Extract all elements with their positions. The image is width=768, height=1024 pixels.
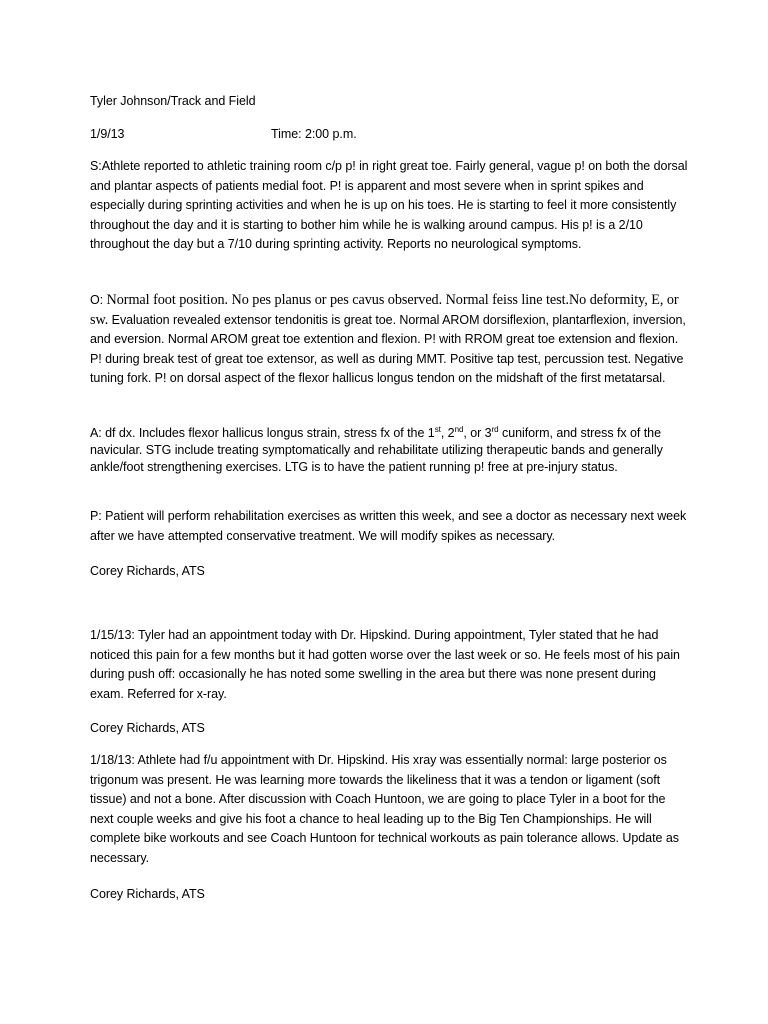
document-title: Tyler Johnson/Track and Field: [90, 94, 256, 108]
signature-3: Corey Richards, ATS: [90, 887, 205, 901]
followup-note-1-15: 1/15/13: Tyler had an appointment today with Dr. Hipskind. During appointment, Tyler stated that he had noticed this pain for a few months but it had gotten worse over the last week or so. He feels most of his pain during push off: occasionally he has noted some swelling in the area but there was none present during exam. Referred for x-ray.: [90, 628, 680, 701]
assessment-text-3: , or 3: [463, 426, 492, 440]
entry-time: Time: 2:00 p.m.: [271, 127, 357, 141]
ordinal-suffix-1st: st: [434, 424, 441, 434]
assessment-paragraph: [90, 425, 690, 477]
assessment-text-2: , 2: [440, 426, 455, 440]
signature-1: Corey Richards, ATS: [90, 564, 205, 578]
date-time-line: [90, 125, 690, 145]
ordinal-suffix-3rd: rd: [491, 424, 499, 434]
assessment-text-4: cuniform, and stress fx of the navicular. STG include treating symptomatically and rehabilitate utilizing therapeutic bands and generally ankle/foot strengthening exercises. LTG is to have the patient running p! free at pre-injury status.: [90, 426, 663, 475]
assessment-text-1: A: df dx. Includes flexor hallicus longus strain, stress fx of the 1: [90, 426, 435, 440]
plan-paragraph: P: Patient will perform rehabilitation exercises as written this week, and see a doctor as necessary next week after we have attempted conservative treatment. We will modify spikes as necessary.: [90, 509, 687, 543]
ordinal-suffix-2nd: nd: [454, 424, 464, 434]
entry-date: 1/9/13: [90, 127, 125, 141]
objective-paragraph: [90, 291, 690, 389]
signature-2: Corey Richards, ATS: [90, 721, 205, 735]
objective-text: Evaluation revealed extensor tendonitis is great toe. Normal AROM dorsiflexion, plantarflexion, inversion, and eversion. Normal AROM great toe extention and flexion. P! with RROM great toe extension and flexion. P! during break test of great toe extensor, as well as during MMT. Positive tap test, percussion test. Negative tuning fork. P! on dorsal aspect of the flexor hallicus longus tendon on the midshaft of the first metatarsal.: [90, 312, 686, 386]
followup-note-1-18: 1/18/13: Athlete had f/u appointment with Dr. Hipskind. His xray was essentially normal: large posterior os trigonum was present. He was learning more towards the likeliness that it was a tendon or ligament (soft tissue) and not a bone. After discussion with Coach Huntoon, we are going to place Tyler in a boot for the next couple weeks and give his foot a chance to heal leading up to the Big Ten Championships. He will complete bike workouts and see Coach Huntoon for technical workouts as pain tolerance allows. Update as necessary.: [90, 753, 679, 865]
objective-serif-text: Normal foot position. No pes planus or pes cavus observed. Normal feiss line test.No deformity, E, or sw.: [90, 292, 679, 328]
subjective-paragraph: S:Athlete reported to athletic training room c/p p! in right great toe. Fairly general, vague p! on both the dorsal and plantar aspects of patients medial foot. P! is apparent and most severe when in sprint spikes and especially during sprinting activities and when he is up on his toes. He is starting to feel it more consistently throughout the day and it is starting to bother him while he is walking around campus. His p! is a 2/10 throughout the day but a 7/10 during sprinting activity. Reports no neurological symptoms.: [90, 159, 688, 252]
objective-label: O:: [90, 293, 107, 307]
